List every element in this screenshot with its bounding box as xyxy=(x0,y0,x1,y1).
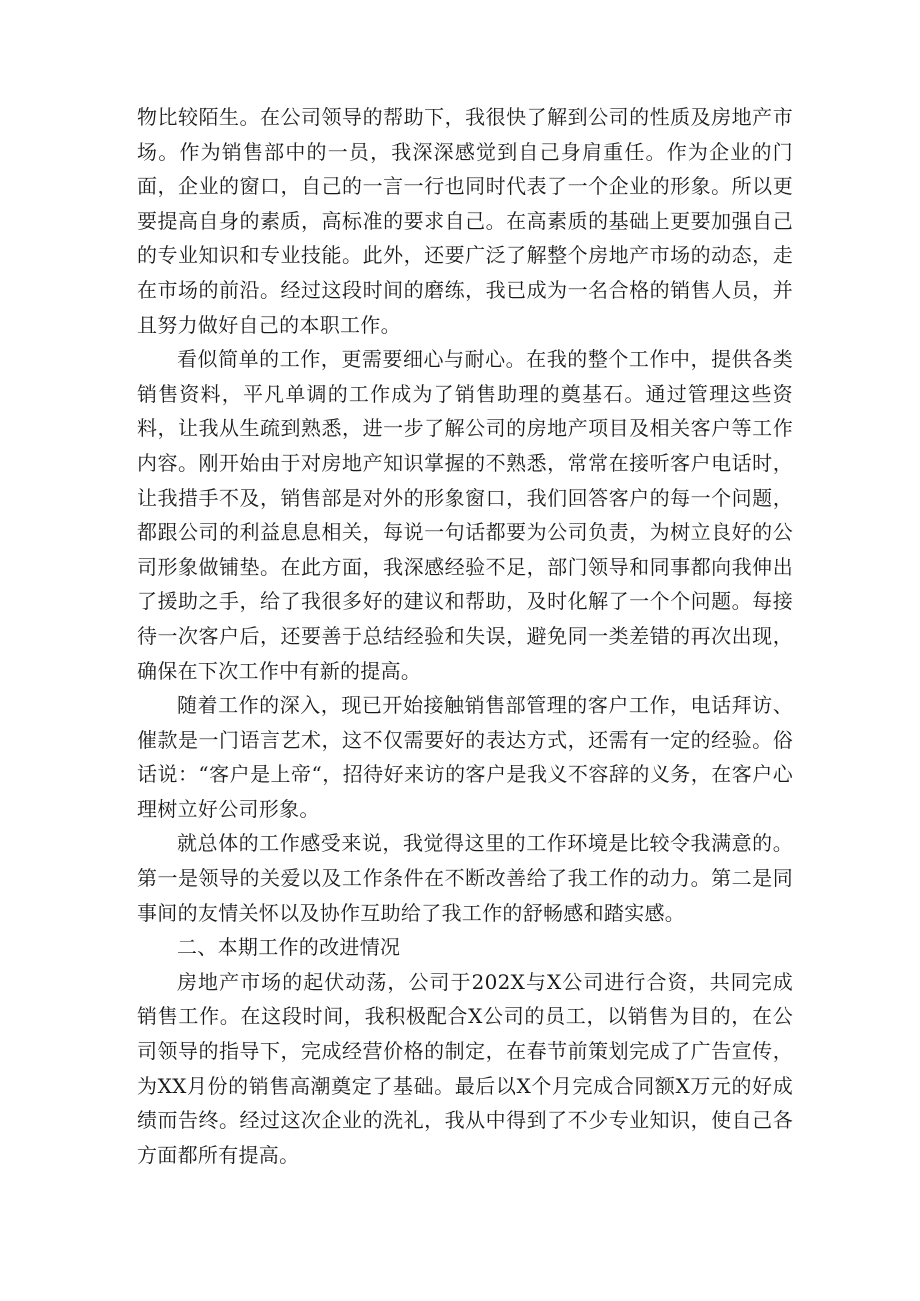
section-heading: 二、本期工作的改进情况 xyxy=(177,935,401,960)
document-body xyxy=(137,100,793,1172)
paragraph-simple-work: 看似简单的工作，更需要细心与耐心。在我的整个工作中，提供各类销售资料，平凡单调的工作成为了销售助理的奠基石。通过管理这些资料，让我从生疏到熟悉，进一步了解公司的房地产项目及相关客户等工作内容。刚开始由于对房地产知识掌握的不熟悉，常常在接听客户电话时，让我措手不及，销售部是对外的形象窗口，我们回答客户的每一个问题，都跟公司的利益息息相关，每说一句话都要为公司负责，为树立良好的公司形象做铺垫。在此方面，我深感经验不足，部门领导和同事都向我伸出了援助之手，给了我很多好的建议和帮助，及时化解了一个个问题。每接待一次客户后，还要善于总结经验和失误，避免同一类差错的再次出现，确保在下次工作中有新的提高。 xyxy=(137,347,793,683)
paragraph-overall-feeling: 就总体的工作感受来说，我觉得这里的工作环境是比较令我满意的。第一是领导的关爱以及工作条件在不断改善给了我工作的动力。第二是同事间的友情关怀以及协作互助给了我工作的舒畅感和踏实感。 xyxy=(137,831,793,925)
paragraph-deepening-work: 随着工作的深入，现已开始接触销售部管理的客户工作，电话拜访、催款是一门语言艺术，这不仅需要好的表达方式，还需有一定的经验。俗话说：“客户是上帝“，招待好来访的客户是我义不容辞的义务，在客户心理树立好公司形象。 xyxy=(137,693,793,821)
paragraph-continuation: 物比较陌生。在公司领导的帮助下，我很快了解到公司的性质及房地产市场。作为销售部中的一员，我深深感觉到自己身肩重任。作为企业的门面，企业的窗口，自己的一言一行也同时代表了一个企业的形象。所以更要提高自身的素质，高标准的要求自己。在高素质的基础上更要加强自己的专业知识和专业技能。此外，还要广泛了解整个房地产市场的动态，走在市场的前沿。经过这段时间的磨练，我已成为一名合格的销售人员，并且努力做好自己的本职工作。 xyxy=(137,105,793,337)
paragraph-improvement: 房地产市场的起伏动荡，公司于202X与X公司进行合资，共同完成销售工作。在这段时间，我积极配合X公司的员工，以销售为目的，在公司领导的指导下，完成经营价格的制定，在春节前策划完成了广告宣传，为XX月份的销售高潮奠定了基础。最后以X个月完成合同额X万元的好成绩而告终。经过这次企业的洗礼，我从中得到了不少专业知识，使自己各方面都所有提高。 xyxy=(137,969,793,1167)
